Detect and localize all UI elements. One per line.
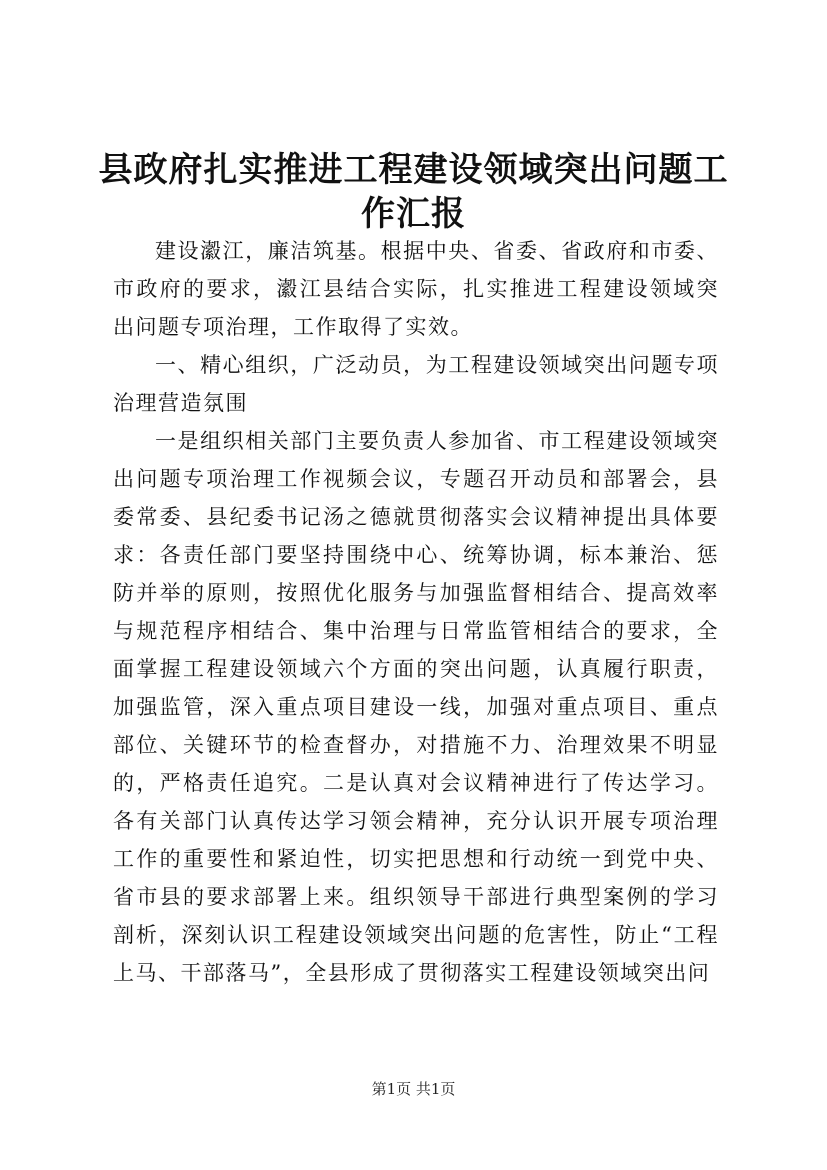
body-paragraph: 一是组织相关部门主要负责人参加省、市工程建设领域突出问题专项治理工作视频会议，专题召开动员和部署会，县委常委、县纪委书记汤之德就贯彻落实会议精神提出具体要求：各责任部门要坚持围绕中心、统筹协调，标本兼治、惩防并举的原则，按照优化服务与加强监督相结合、提高效率与规范程序相结合、集中治理与日常监管相结合的要求，全面掌握工程建设领域六个方面的突出问题，认真履行职责，加强监管，深入重点项目建设一线，加强对重点项目、重点部位、关键环节的检查督办，对措施不力、治理效果不明显的，严格责任追究。二是认真对会议精神进行了传达学习。各有关部门认真传达学习领会精神，充分认识开展专项治理工作的重要性和紧迫性，切实把思想和行动统一到党中央、省市县的要求部署上来。组织领导干部进行典型案例的学习剖析，深刻认识工程建设领域突出问题的危害性，防止“工程上马、干部落马”，全县形成了贯彻落实工程建设领域突出问	[113, 429, 719, 985]
page-footer: 第1页 共1页	[371, 1080, 456, 1098]
section-heading: 一、精心组织，广泛动员，为工程建设领域突出问题专项治理营造氛围	[113, 353, 719, 415]
document-body	[113, 232, 719, 992]
document-title: 县政府扎实推进工程建设领域突出问题工作汇报	[98, 150, 729, 234]
intro-paragraph: 建设瀫江，廉洁筑基。根据中央、省委、省政府和市委、市政府的要求，瀫江县结合实际，扎实推进工程建设领域突出问题专项治理，工作取得了实效。	[113, 239, 719, 339]
